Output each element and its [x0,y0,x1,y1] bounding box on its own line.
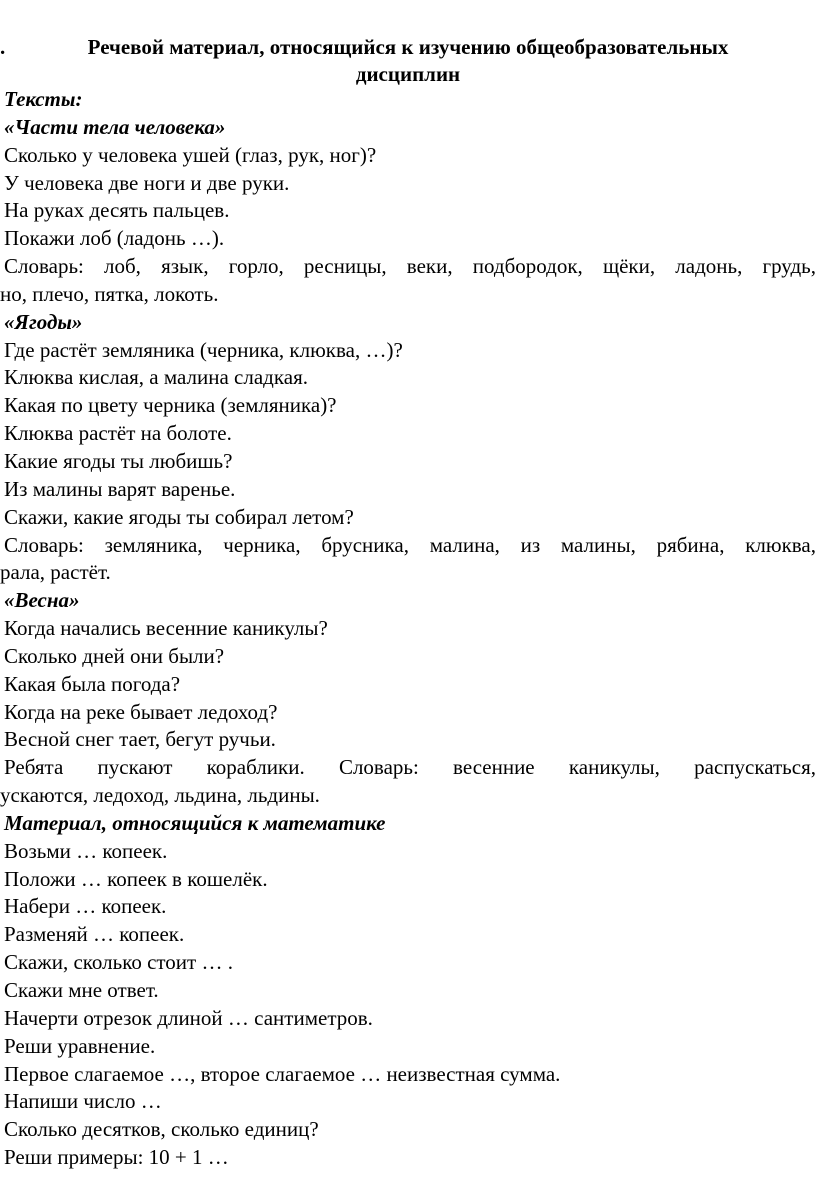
text-line: Скажи мне ответ. [4,978,159,1002]
text-line: Словарь: лоб, язык, горло, ресницы, веки, подбородок, щёки, ладонь, грудь, [4,254,816,279]
text-line: Первое слагаемое …, второе слагаемое … неизвестная сумма. [4,1061,561,1086]
text-line: Разменяй … копеек. [4,922,185,947]
section-subheading: «Весна» [4,588,80,613]
text-line: Сколько десятков, сколько единиц? [4,1117,319,1142]
text-line: Клюква кислая, а малина сладкая. [4,365,308,390]
section-subheading: «Ягоды» [4,309,83,334]
document-body [0,86,816,1172]
section-subheading: Материал, относящийся к математике [4,810,386,835]
heading-title [0,34,816,88]
heading-title-line-1: Речевой материал, относящийся к изучению общеобразовательных [87,35,729,59]
text-line: Где растёт земляника (черника, клюква, …)? [4,337,403,362]
text-line: Когда начались весенние каникулы? [4,616,328,641]
text-line: Весной снег тает, бегут ручьи. [4,727,276,752]
text-line: но, плечо, пятка, локоть. [0,281,219,306]
text-line: Набери … копеек. [4,894,167,919]
text-line: Клюква растёт на болоте. [4,421,232,446]
heading-number: . [0,35,6,59]
text-line: рала, растёт. [0,560,111,585]
section-subheading: «Части тела человека» [4,114,226,139]
text-line: Сколько у человека ушей (глаз, рук, ног)? [4,142,377,167]
text-line: Начерти отрезок длиной … сантиметров. [4,1005,373,1030]
text-line: Какая по цвету черника (земляника)? [4,393,337,418]
text-line: Словарь: земляника, черника, брусника, малина, из малины, рябина, клюква, [4,532,816,557]
text-line: Когда на реке бывает ледоход? [4,699,278,724]
text-line: Напиши число … [4,1089,162,1114]
text-line: Положи … копеек в кошелёк. [4,866,268,891]
text-line: Из малины варят варенье. [4,476,236,501]
text-line: У человека две ноги и две руки. [4,170,290,195]
text-line: Возьми … копеек. [4,838,168,863]
text-line: Ребята пускают кораблики. Словарь: весенние каникулы, распускаться, [4,755,816,780]
text-line: Какие ягоды ты любишь? [4,448,233,473]
section-heading [0,34,816,86]
text-line: На руках десять пальцев. [4,198,230,223]
text-line: Скажи, сколько стоит … . [4,950,233,975]
text-line: Реши уравнение. [4,1033,156,1058]
heading-title-line-2: дисциплин [355,62,461,86]
text-line: Какая была погода? [4,671,181,696]
text-line: Реши примеры: 10 + 1 … [4,1145,229,1170]
text-line: Покажи лоб (ладонь …). [4,226,225,251]
text-line: Скажи, какие ягоды ты собирал летом? [4,504,354,529]
text-line: ускаются, ледоход, льдина, льдины. [0,783,320,808]
section-subheading: Тексты: [4,87,83,111]
text-line: Сколько дней они были? [4,643,225,668]
